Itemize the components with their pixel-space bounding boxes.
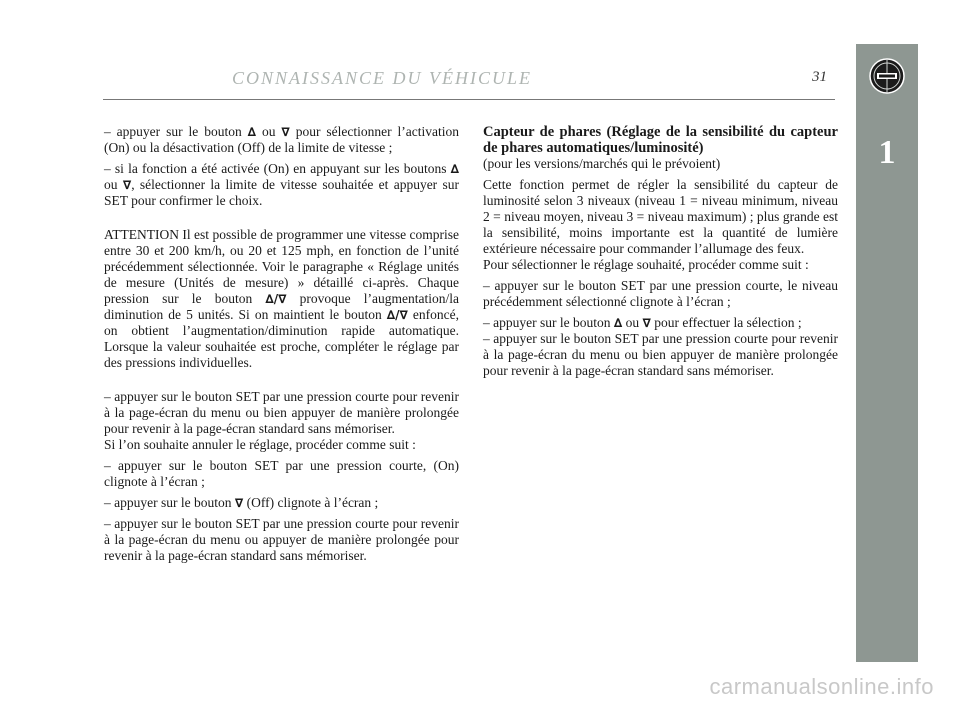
down-arrow-icon: ∇: [122, 178, 132, 192]
paragraph-sensor-description: Cette fonction permet de régler la sensibilité du capteur de luminosité selon 3 niveaux (niveau 1 = niveau minimum, niveau 2 = niveau moyen, niveau 3 = niveau maximum) ; plus grande est la sensibilité, moins importante est la quantité de lumière extérieure nécessaire pour commander l’allumage des feux.: [483, 177, 838, 256]
chapter-side-tab: [856, 44, 918, 662]
paragraph-select-limit: – si la fonction a été activée (On) en appuyant sur les boutons ∆ ou ∇, sélectionner la limite de vitesse souhaitée et appuyer sur SET pour confirmer le choix.: [104, 161, 459, 208]
paragraph-select-activation: – appuyer sur le bouton ∆ ou ∇ pour sélectionner l’activation (On) ou la désactivation (Off) de la limite de vitesse ;: [104, 124, 459, 155]
section-subheading: (pour les versions/marchés qui le prévoient): [483, 156, 721, 171]
up-arrow-icon: ∆: [450, 162, 459, 176]
down-arrow-icon: ∇: [642, 316, 651, 330]
paragraph-set-level: – appuyer sur le bouton SET par une pression courte, le niveau précédemment sélectionné clignote à l’écran ;: [483, 278, 838, 309]
header-divider: [103, 99, 835, 100]
paragraph-off: – appuyer sur le bouton ∇ (Off) clignote à l’écran ;: [104, 495, 379, 510]
paragraph-select-level: – appuyer sur le bouton ∆ ou ∇ pour effectuer la sélection ;: [483, 315, 802, 330]
up-down-arrow-icon: ∆/∇: [265, 292, 287, 306]
left-column: [104, 124, 459, 564]
up-down-arrow-icon: ∆/∇: [386, 308, 408, 322]
right-column: [483, 124, 838, 379]
up-arrow-icon: ∆: [613, 316, 623, 330]
paragraph-procedure-intro: Pour sélectionner le réglage souhaité, procéder comme suit :: [483, 257, 809, 272]
down-arrow-icon: ∇: [281, 125, 290, 139]
watermark: carmanualsonline.info: [709, 674, 934, 699]
down-arrow-icon: ∇: [234, 496, 244, 510]
section-heading: Capteur de phares (Réglage de la sensibilité du capteur de phares automatiques/luminosité): [483, 124, 838, 156]
paragraph-set-on: – appuyer sur le bouton SET par une pression courte, (On) clignote à l’écran ;: [104, 458, 459, 489]
chapter-number: 1: [878, 134, 896, 171]
paragraph-set-return-right: – appuyer sur le bouton SET par une pression courte pour revenir à la page-écran du menu ou bien appuyer de manière prolongée pour revenir à la page-écran standard sans mémoriser.: [483, 331, 838, 378]
up-arrow-icon: ∆: [247, 125, 257, 139]
paragraph-set-final: – appuyer sur le bouton SET par une pression courte pour revenir à la page-écran du menu ou appuyer de manière prolongée pour revenir à la page-écran standard sans mémoriser.: [104, 516, 459, 563]
page-header-title: CONNAISSANCE DU VÉHICULE: [232, 68, 532, 88]
paragraph-attention: ATTENTION Il est possible de programmer une vitesse comprise entre 30 et 200 km/h, ou 20 et 125 mph, en fonction de l’unité précédemment sélectionnée. Voir le paragraphe « Réglage unités de mesure (Unités de mesure) » détaillé ci-après. Chaque pression sur le bouton ∆/∇ provoque l’augmentation/la diminution de 5 unités. Si on maintient le bouton ∆/∇ enfoncé, on obtient l’augmentation/diminution rapide automatique. Lorsque la valeur souhaitée est proche, compléter le réglage par des pressions individuelles.: [104, 227, 459, 370]
paragraph-set-return: – appuyer sur le bouton SET par une pression courte pour revenir à la page-écran du menu ou bien appuyer de manière prolongée pour revenir à la page-écran standard sans mémoriser.: [104, 389, 459, 436]
lancia-logo-icon: [868, 54, 906, 98]
paragraph-cancel-intro: Si l’on souhaite annuler le réglage, procéder comme suit :: [104, 437, 416, 452]
page-number: 31: [812, 69, 827, 85]
